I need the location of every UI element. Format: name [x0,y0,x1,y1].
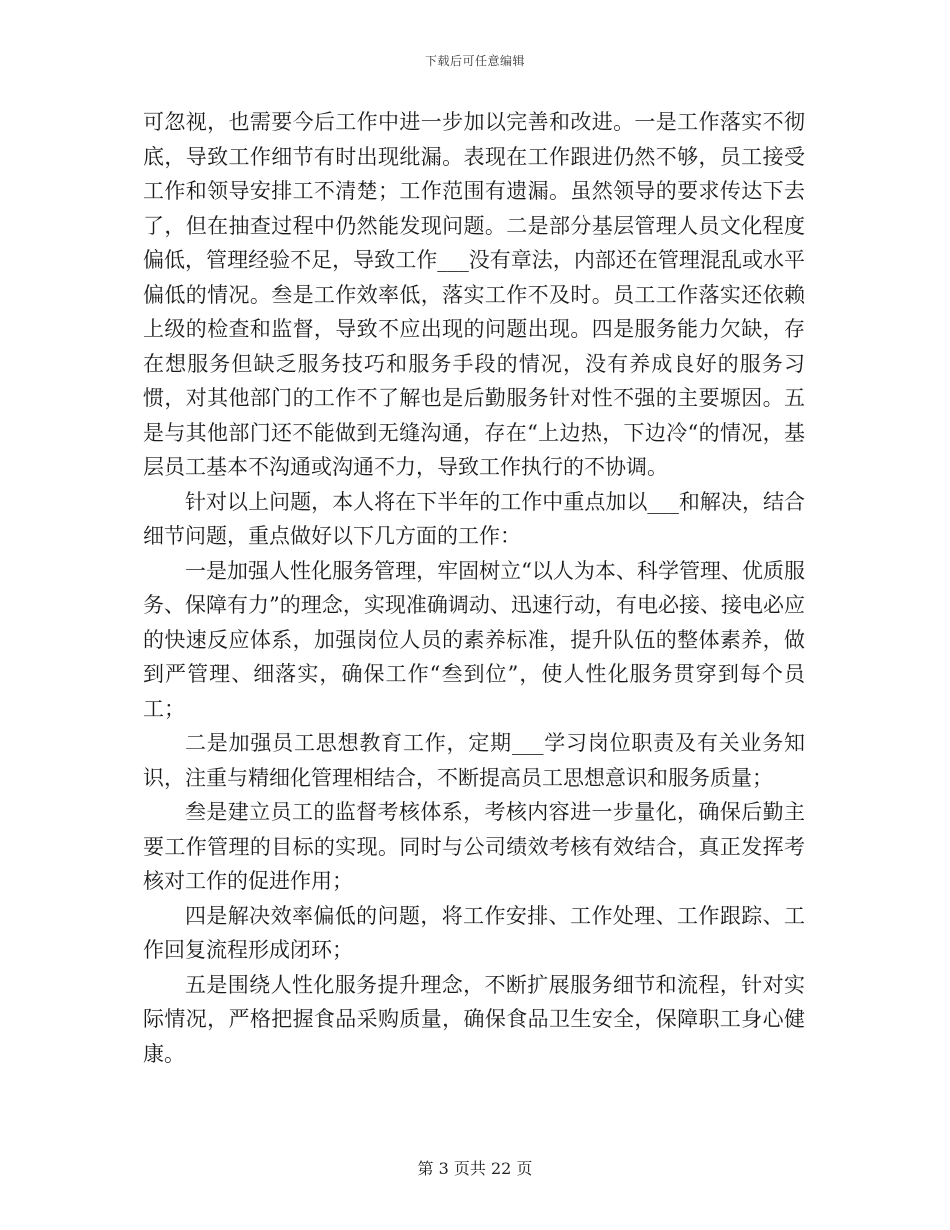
paragraph-measure-1: 一是加强人性化服务管理，牢固树立“以人为本、科学管理、优质服务、保障有力”的理念，实现准确调动、迅速行动，有电必接、接电必应的快速反应体系，加强岗位人员的素养标准，提升队伍的整体素养，做到严管理、细落实，确保工作“叁到位”，使人性化服务贯穿到每个员工； [143,558,805,721]
document-body [143,105,805,1071]
paragraph-measure-4: 四是解决效率偏低的问题，将工作安排、工作处理、工作跟踪、工作回复流程形成闭环； [143,903,805,962]
page-number: 第 3 页共 22 页 [417,1159,533,1178]
paragraph-measures-intro: 针对以上问题，本人将在下半年的工作中重点加以___和解决，结合细节问题，重点做好以下几方面的工作： [143,489,805,548]
paragraph-measure-3: 叁是建立员工的监督考核体系，考核内容进一步量化，确保后勤主要工作管理的目标的实现。同时与公司绩效考核有效结合，真正发挥考核对工作的促进作用； [143,800,805,893]
header-note: 下载后可任意编辑 [424,54,525,68]
paragraph-measure-5: 五是围绕人性化服务提升理念，不断扩展服务细节和流程，针对实际情况，严格把握食品采购质量，确保食品卫生安全，保障职工身心健康。 [143,972,805,1066]
paragraph-continuation: 可忽视，也需要今后工作中进一步加以完善和改进。一是工作落实不彻底，导致工作细节有时出现纰漏。表现在工作跟进仍然不够，员工接受工作和领导安排工不清楚；工作范围有遗漏。虽然领导的要求传达下去了，但在抽查过程中仍然能发现问题。二是部分基层管理人员文化程度偏低，管理经验不足，导致工作___没有章法，内部还在管理混乱或水平偏低的情况。叁是工作效率低，落实工作不及时。员工工作落实还依赖上级的检查和监督，导致不应出现的问题出现。四是服务能力欠缺，存在想服务但缺乏服务技巧和服务手段的情况，没有养成良好的服务习惯，对其他部门的工作不了解也是后勤服务针对性不强的主要塬因。五是与其他部门还不能做到无缝沟通，存在“上边热，下边冷“的情况，基层员工基本不沟通或沟通不力，导致工作执行的不协调。 [143,110,805,479]
paragraph-measure-2: 二是加强员工思想教育工作，定期___学习岗位职责及有关业务知识，注重与精细化管理相结合，不断提高员工思想意识和服务质量； [143,731,805,790]
